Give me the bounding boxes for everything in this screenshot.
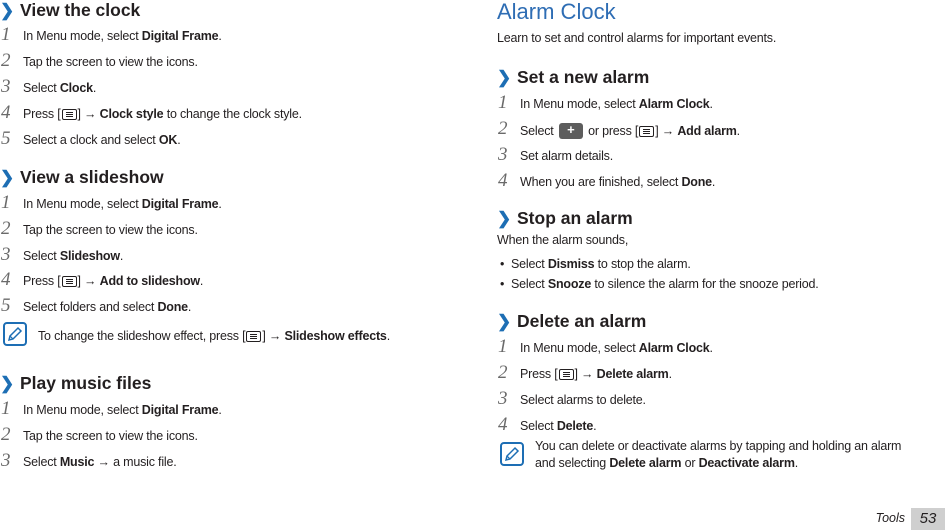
chevron-right-icon: ❯ [0, 168, 15, 187]
add-icon [559, 123, 583, 139]
note-pencil-icon [500, 442, 524, 466]
section-heading-view-slideshow: ❯ View a slideshow [0, 167, 164, 187]
chevron-right-icon: ❯ [0, 374, 15, 393]
chevron-right-icon: ❯ [497, 312, 512, 331]
stop-alarm-intro: When the alarm sounds, [497, 233, 629, 247]
footer-section-label: Tools [875, 511, 905, 525]
menu-key-icon [62, 276, 77, 287]
intro-text: Learn to set and control alarms for important events. [497, 31, 777, 45]
menu-key-icon [559, 369, 574, 380]
section-heading-set-alarm: ❯ Set a new alarm [497, 67, 650, 87]
page-footer [825, 508, 945, 530]
section-heading-stop-alarm: ❯ Stop an alarm [497, 208, 633, 228]
section-heading-delete-alarm: ❯ Delete an alarm [497, 311, 647, 331]
note-pencil-icon [3, 322, 27, 346]
chevron-right-icon: ❯ [497, 68, 512, 87]
menu-key-icon [62, 109, 77, 120]
note-text: To change the slideshow effect, press [ ] → Slideshow effects. [38, 329, 390, 343]
page-title: Alarm Clock [497, 0, 616, 24]
note-text: You can delete or deactivate alarms by tapping and holding an alarm and selecting Delete alarm or Deactivate alarm. [535, 439, 902, 470]
chevron-right-icon: ❯ [497, 209, 512, 228]
section-heading-play-music: ❯ Play music files [0, 373, 152, 393]
page-number: 53 [911, 508, 945, 530]
menu-key-icon [639, 126, 654, 137]
chevron-right-icon: ❯ [0, 1, 15, 20]
menu-key-icon [246, 331, 261, 342]
section-heading-view-clock: ❯ View the clock [0, 0, 141, 20]
